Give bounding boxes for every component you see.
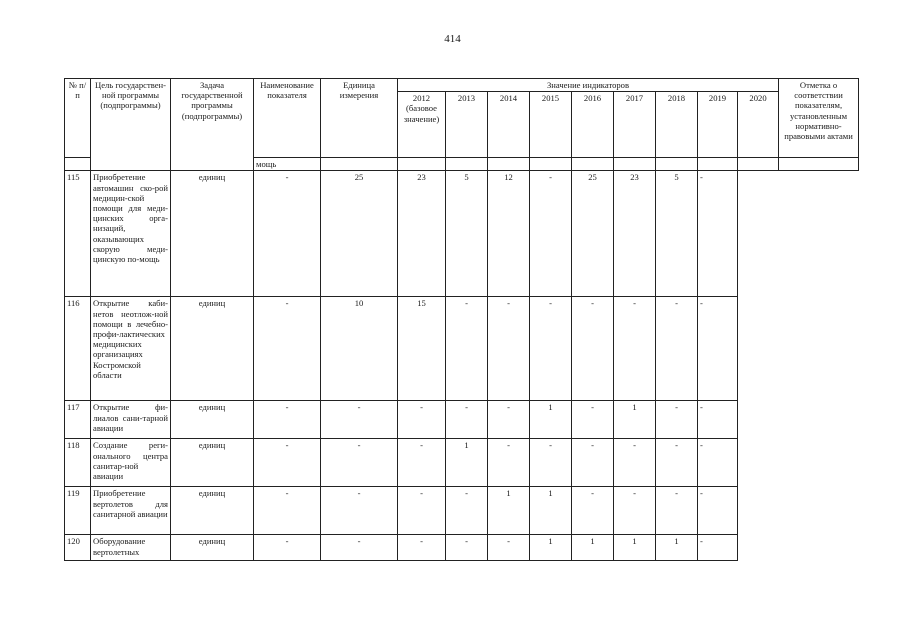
year-2016: 2016 [572,92,614,158]
table-row [65,171,859,297]
row-indicator-name: Создание реги-онального центра санитар-ной авиации [91,439,171,487]
header-row-top [65,79,859,92]
table-row [65,297,859,401]
header-num: № п/п [65,79,91,158]
row-number: 116 [65,297,91,401]
year-2019: 2019 [698,92,738,158]
year-2014: 2014 [488,92,530,158]
row-unit: единиц [171,401,254,439]
row-value: - [254,401,321,439]
row-indicator-name: Оборудование вертолетных [91,535,171,561]
row-number: 117 [65,401,91,439]
row-value: - [398,401,446,439]
row-value: - [656,297,698,401]
table-row [65,401,859,439]
row-value: - [614,439,656,487]
row-value: - [614,487,656,535]
table-row [65,439,859,487]
row-value: 23 [614,171,656,297]
row-value: 25 [321,171,398,297]
row-number: 115 [65,171,91,297]
row-value: - [572,297,614,401]
header-task: Задача государственной программы (подпрограммы) [171,79,254,171]
row-value: - [488,297,530,401]
year-2020: 2020 [738,92,779,158]
row-unit: единиц [171,297,254,401]
row-indicator-name: Открытие каби-нетов неотлож-ной помощи в лечебно-профи-лактических медицинских организациях Костромской области [91,297,171,401]
row-value: - [398,535,446,561]
row-value: - [572,439,614,487]
year-2013: 2013 [446,92,488,158]
row-value: - [656,487,698,535]
row-value: 5 [446,171,488,297]
row-number: 120 [65,535,91,561]
row-mark: - [698,171,738,297]
row-value: - [254,439,321,487]
header-values-title: Значение индикаторов [398,79,779,92]
row-value: - [614,297,656,401]
row-value: - [488,401,530,439]
row-indicator-name: Открытие фи-лиалов сани-тарной авиации [91,401,171,439]
row-value: 25 [572,171,614,297]
row-value: - [446,535,488,561]
row-mark: - [698,297,738,401]
row-value: 1 [614,535,656,561]
row-value: 1 [488,487,530,535]
row-value: - [446,401,488,439]
row-unit: единиц [171,171,254,297]
row-value: - [530,297,572,401]
header-unit: Единица измерения [321,79,398,158]
row-indicator-name: Приобретение автомашин ско-рой медицин-ской помощи для меди-цинских орга-низаций, оказывающих скорую меди-цинскую по-мощь [91,171,171,297]
year-2012: 2012 (базовое значение) [398,92,446,158]
header-mark: Отметка о соответствии показателям, установленным нормативно-правовыми актами [779,79,859,158]
row-value: 1 [530,535,572,561]
row-value: - [254,171,321,297]
row-value: - [321,401,398,439]
row-value: - [656,401,698,439]
row-value: 1 [614,401,656,439]
row-value: - [530,439,572,487]
year-2017: 2017 [614,92,656,158]
row-value: 23 [398,171,446,297]
year-2018: 2018 [656,92,698,158]
table-row [65,487,859,535]
table-body [65,171,859,561]
row-value: - [321,535,398,561]
row-value: - [398,439,446,487]
row-value: - [446,487,488,535]
row-mark: - [698,439,738,487]
row-value: - [321,487,398,535]
row-mark: - [698,401,738,439]
row-number: 118 [65,439,91,487]
row-unit: единиц [171,439,254,487]
row-value: 1 [656,535,698,561]
row-value: - [572,401,614,439]
row-value: - [488,535,530,561]
row-value: - [572,487,614,535]
row-value: 1 [530,401,572,439]
row-value: - [530,171,572,297]
row-value: 1 [446,439,488,487]
row-unit: единиц [171,487,254,535]
year-2015: 2015 [530,92,572,158]
page-number: 414 [444,33,461,45]
row-value: - [254,297,321,401]
row-indicator-name: Приобретение вертолетов для санитарной авиации [91,487,171,535]
row-value: 12 [488,171,530,297]
row-value: - [446,297,488,401]
row-mark: - [698,535,738,561]
row-value: 1 [530,487,572,535]
header-indicator-name: Наименование показателя [254,79,321,158]
row-value: 5 [656,171,698,297]
row-mark: - [698,487,738,535]
row-value: - [488,439,530,487]
table-row [65,535,859,561]
row-value: - [398,487,446,535]
row-unit: единиц [171,535,254,561]
row-value: 1 [572,535,614,561]
indicators-table [64,78,859,561]
continuation-name: мощь [254,158,321,171]
row-value: - [656,439,698,487]
row-value: - [254,487,321,535]
row-value: - [321,439,398,487]
row-value: - [254,535,321,561]
row-value: 10 [321,297,398,401]
row-number: 119 [65,487,91,535]
header-goal: Цель государствен-ной программы (подпрограммы) [91,79,171,171]
row-value: 15 [398,297,446,401]
